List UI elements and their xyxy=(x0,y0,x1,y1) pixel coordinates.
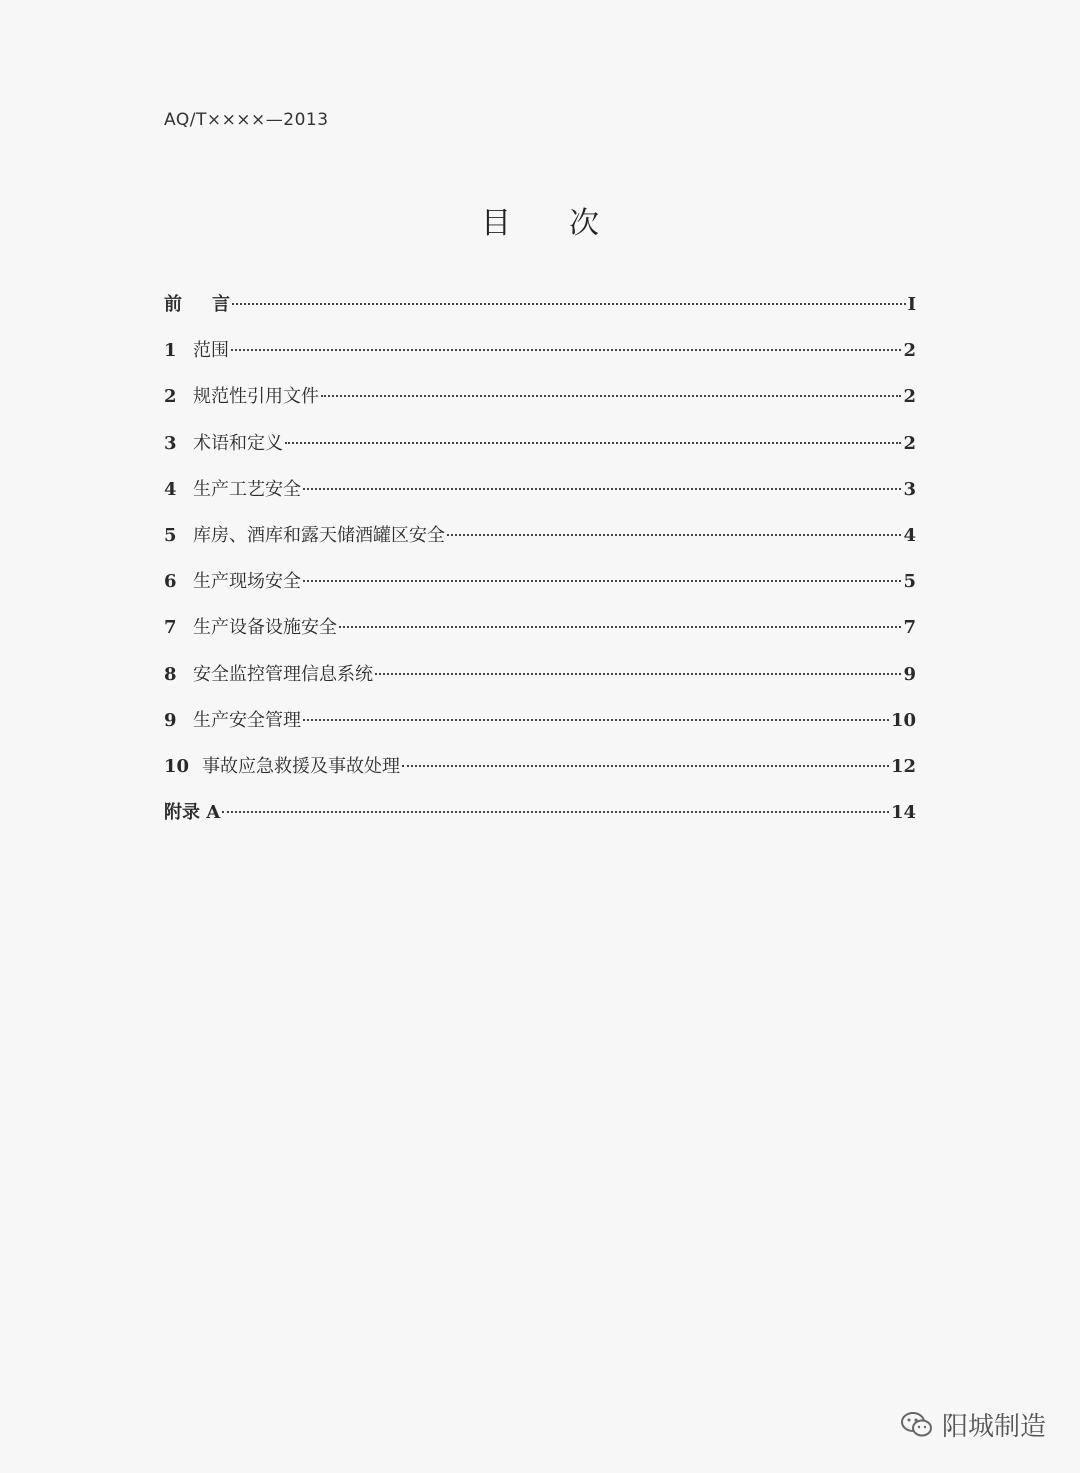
toc-entry-appendix[interactable] xyxy=(164,798,916,844)
wechat-icon xyxy=(900,1410,934,1440)
toc-entry[interactable] xyxy=(164,752,916,798)
toc-entry[interactable] xyxy=(164,521,916,567)
toc-entry-page: 7 xyxy=(903,617,916,639)
page-title xyxy=(0,198,1080,242)
toc-entry-number: 1 xyxy=(164,340,177,362)
toc-entry-page: 3 xyxy=(903,478,916,500)
toc-entry-number: 9 xyxy=(164,709,177,731)
toc-leader-dots xyxy=(303,719,889,721)
toc-entry[interactable] xyxy=(164,567,916,613)
toc-leader-dots xyxy=(285,442,901,444)
toc-entry-number: 6 xyxy=(164,571,177,593)
toc-leader-dots xyxy=(447,534,901,536)
toc-entry-number: 3 xyxy=(164,432,177,454)
toc-entry-label: 生产现场安全 xyxy=(193,571,301,593)
toc-leader-dots xyxy=(339,626,901,628)
toc-entry-page: 2 xyxy=(903,386,916,408)
toc-entry[interactable] xyxy=(164,613,916,659)
toc-entry-number: 5 xyxy=(164,524,177,546)
toc-entry-page: 2 xyxy=(903,340,916,362)
toc-entry-foreword[interactable] xyxy=(164,290,916,336)
toc-entry-page: 10 xyxy=(890,709,916,731)
toc-entry-page: I xyxy=(907,294,916,315)
document-code: AQ/T××××—2013 xyxy=(164,110,329,130)
toc-entry-label: 言 xyxy=(212,294,230,315)
toc-entry-number: 10 xyxy=(164,755,190,777)
toc-entry-page: 4 xyxy=(903,524,916,546)
toc-leader-dots xyxy=(222,811,889,813)
toc-leader-dots xyxy=(303,580,901,582)
toc-leader-dots xyxy=(375,673,901,675)
toc-leader-dots xyxy=(402,765,889,767)
watermark-text: 阳城制造 xyxy=(941,1412,1046,1442)
toc-entry-number: 前 xyxy=(164,294,182,315)
toc-entry-label: 安全监控管理信息系统 xyxy=(193,663,373,685)
title-char-1: 目 xyxy=(481,206,511,241)
toc-entry-number: 2 xyxy=(164,386,177,408)
toc-entry-label: 生产安全管理 xyxy=(193,709,301,731)
toc-entry[interactable] xyxy=(164,475,916,521)
toc-entry[interactable] xyxy=(164,382,916,428)
toc-entry-label: 事故应急救援及事故处理 xyxy=(202,755,400,777)
toc-entry-label: 术语和定义 xyxy=(193,432,283,454)
toc-entry[interactable] xyxy=(164,336,916,382)
toc-entry[interactable] xyxy=(164,429,916,475)
toc-entry-label: 库房、酒库和露天储酒罐区安全 xyxy=(193,524,445,546)
toc-entry-page: 12 xyxy=(890,755,916,777)
toc-leader-dots xyxy=(303,488,901,490)
toc-entry-number: 4 xyxy=(164,478,177,500)
toc-entry-label: 规范性引用文件 xyxy=(193,386,319,408)
watermark xyxy=(900,1406,1046,1443)
table-of-contents xyxy=(164,290,916,844)
toc-entry-label: 范围 xyxy=(193,340,229,362)
toc-entry-label: 附录 A xyxy=(164,802,221,824)
toc-entry-page: 9 xyxy=(903,663,916,685)
toc-leader-dots xyxy=(321,395,901,397)
title-char-2: 次 xyxy=(569,206,599,241)
toc-entry-number: 7 xyxy=(164,617,177,639)
toc-entry-page: 2 xyxy=(903,432,916,454)
toc-entry[interactable] xyxy=(164,660,916,706)
toc-entry-number: 8 xyxy=(164,663,177,685)
toc-leader-dots xyxy=(232,303,906,305)
toc-leader-dots xyxy=(231,349,901,351)
toc-entry-page: 5 xyxy=(903,571,916,593)
toc-entry-label: 生产工艺安全 xyxy=(193,478,301,500)
toc-entry-label: 生产设备设施安全 xyxy=(193,617,337,639)
toc-entry[interactable] xyxy=(164,706,916,752)
toc-entry-page: 14 xyxy=(890,802,916,824)
